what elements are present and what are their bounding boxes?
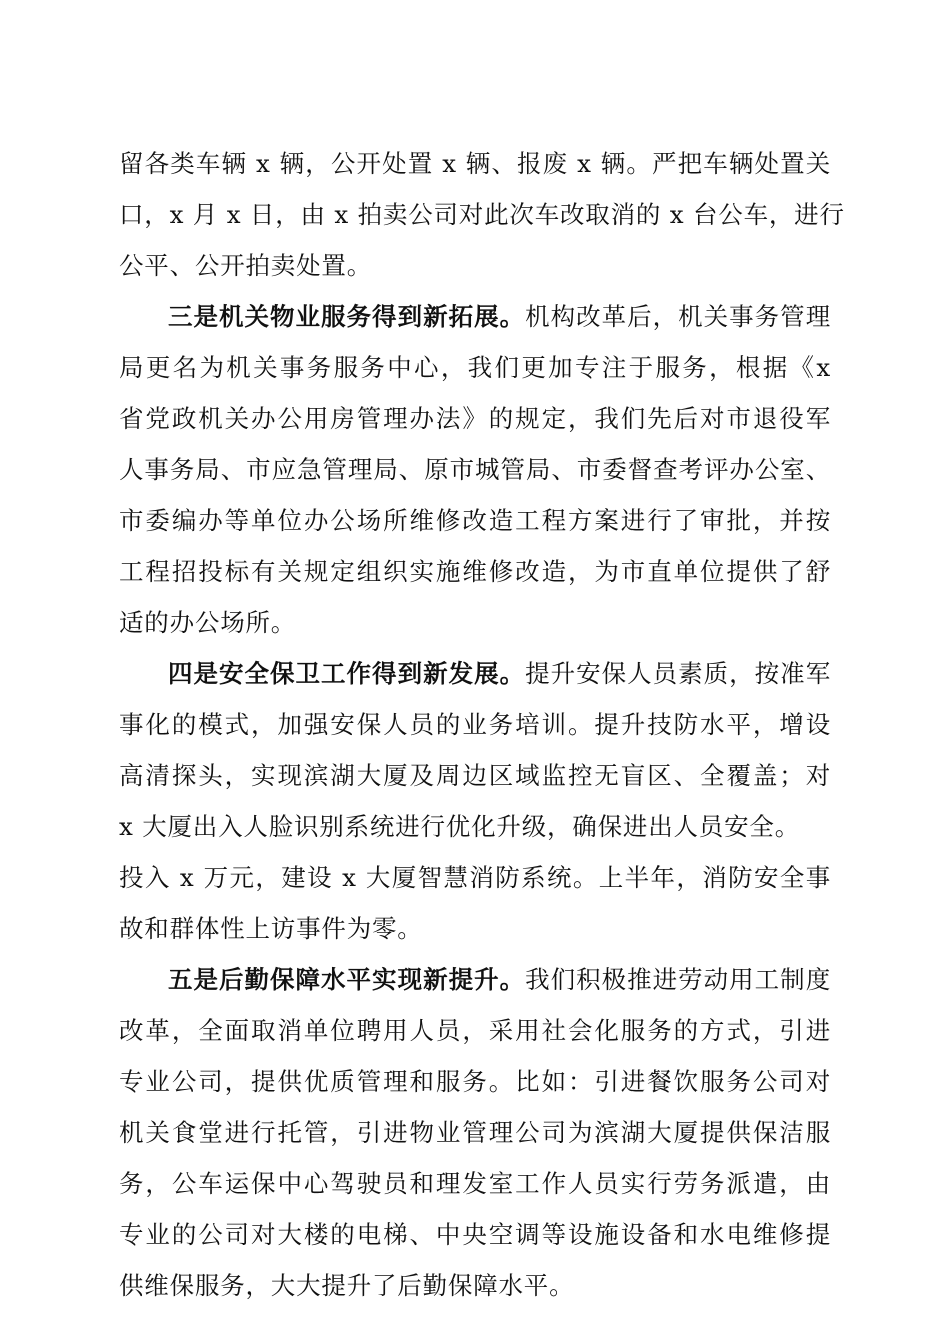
text-line: 改革，全面取消单位聘用人员，采用社会化服务的方式，引进 bbox=[119, 1016, 831, 1045]
paragraph-first-line bbox=[119, 291, 831, 342]
text-line: 口，x 月 x 日，由 x 拍卖公司对此次车改取消的 x 台公车，进行 bbox=[119, 200, 845, 229]
text-line: 工程招投标有关规定组织实施维修改造，为市直单位提供了舒 bbox=[119, 557, 831, 586]
text-fragment: 提升安保人员素质，按准军 bbox=[525, 659, 831, 688]
text-fragment: 机构改革后，机关事务管理 bbox=[525, 302, 831, 331]
text-line: 专业的公司对大楼的电梯、中央空调等设施设备和水电维修提 bbox=[119, 1220, 831, 1249]
text-line: 留各类车辆 x 辆，公开处置 x 辆、报废 x 辆。严把车辆处置关 bbox=[119, 149, 831, 178]
text-line: x 大厦出入人脸识别系统进行优化升级，确保进出人员安全。 bbox=[119, 812, 801, 841]
paragraph-heading: 三是机关物业服务得到新拓展。 bbox=[168, 302, 526, 331]
text-line: 事化的模式，加强安保人员的业务培训。提升技防水平，增设 bbox=[119, 710, 831, 739]
text-line: 供维保服务，大大提升了后勤保障水平。 bbox=[119, 1271, 575, 1300]
text-line: 投入 x 万元，建设 x 大厦智慧消防系统。上半年，消防安全事 bbox=[119, 863, 831, 892]
paragraph-first-line bbox=[119, 648, 831, 699]
text-line: 专业公司，提供优质管理和服务。比如：引进餐饮服务公司对 bbox=[119, 1067, 831, 1096]
text-line: 机关食堂进行托管，引进物业管理公司为滨湖大厦提供保洁服 bbox=[119, 1118, 831, 1147]
paragraph-property-services bbox=[119, 291, 831, 648]
text-line: 公平、公开拍卖处置。 bbox=[119, 251, 372, 280]
paragraph-security bbox=[119, 648, 831, 954]
text-fragment: 我们积极推进劳动用工制度 bbox=[525, 965, 831, 994]
paragraph-logistics bbox=[119, 954, 831, 1311]
paragraph-vehicle-disposal bbox=[119, 138, 845, 291]
text-line: 省党政机关办公用房管理办法》的规定，我们先后对市退役军 bbox=[119, 404, 831, 433]
paragraph-heading: 四是安全保卫工作得到新发展。 bbox=[168, 659, 526, 688]
text-line: 适的办公场所。 bbox=[119, 608, 297, 637]
paragraph-first-line bbox=[119, 954, 831, 1005]
text-line: 市委编办等单位办公场所维修改造工程方案进行了审批，并按 bbox=[119, 506, 831, 535]
text-line: 高清探头，实现滨湖大厦及周边区域监控无盲区、全覆盖；对 bbox=[119, 761, 831, 790]
text-line: 人事务局、市应急管理局、原市城管局、市委督查考评办公室、 bbox=[119, 455, 831, 484]
document-body bbox=[119, 138, 845, 1311]
text-line: 局更名为机关事务服务中心，我们更加专注于服务，根据《x bbox=[119, 353, 831, 382]
text-line: 务，公车运保中心驾驶员和理发室工作人员实行劳务派遣，由 bbox=[119, 1169, 831, 1198]
text-line: 故和群体性上访事件为零。 bbox=[119, 914, 423, 943]
paragraph-heading: 五是后勤保障水平实现新提升。 bbox=[168, 965, 526, 994]
